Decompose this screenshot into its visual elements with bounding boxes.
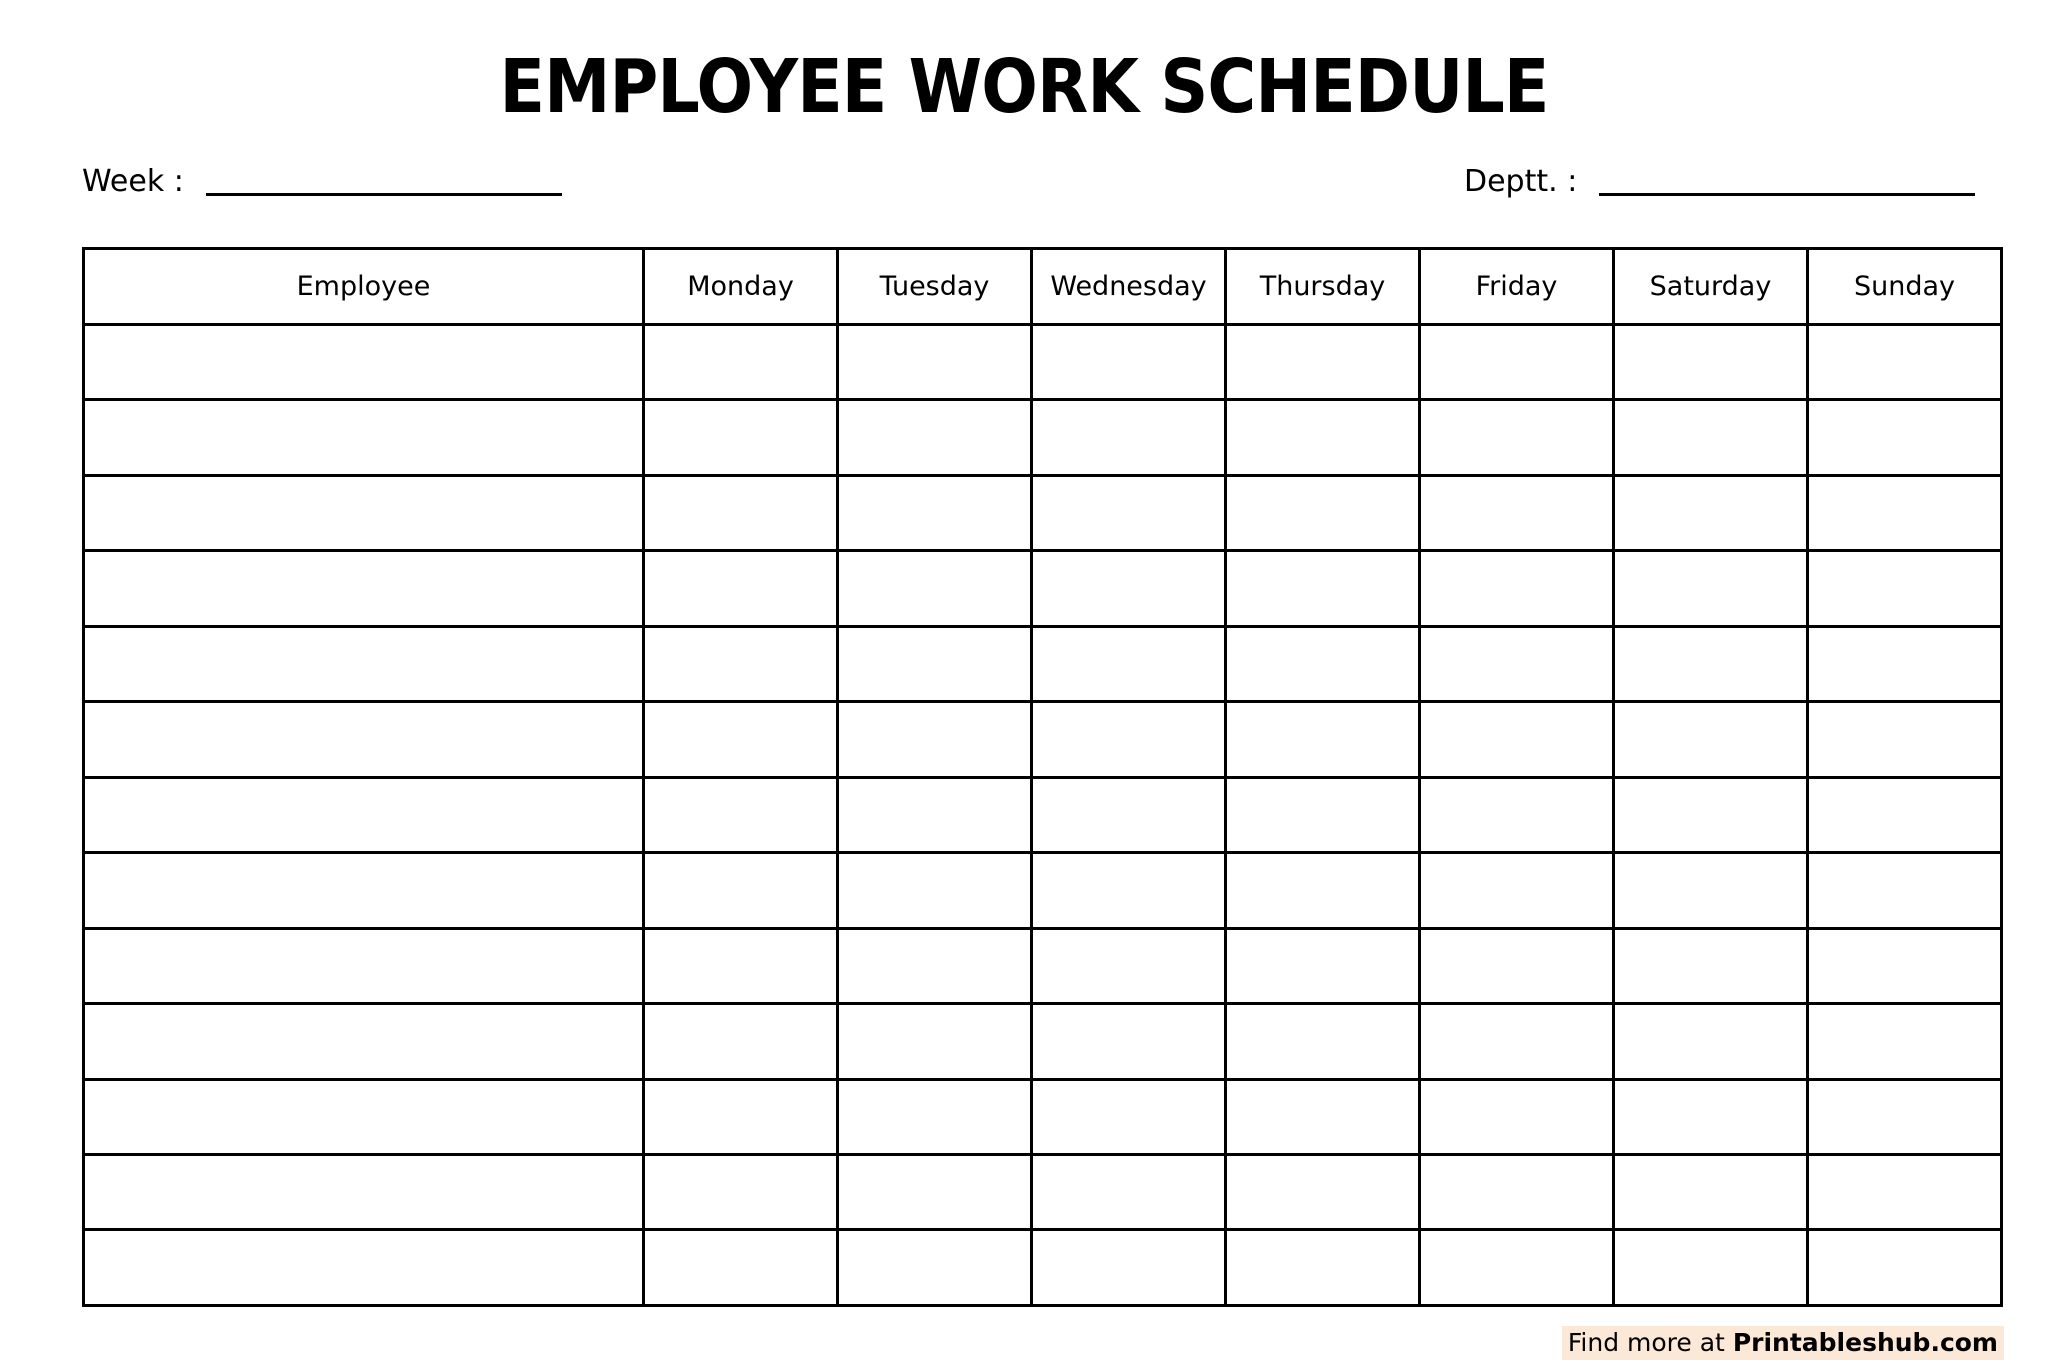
column-header-thursday: Thursday [1226,249,1420,325]
cell-sunday[interactable] [1808,1004,2002,1079]
cell-sunday[interactable] [1808,702,2002,777]
cell-monday[interactable] [644,1154,838,1229]
cell-monday[interactable] [644,551,838,626]
cell-wednesday[interactable] [1032,400,1226,475]
cell-saturday[interactable] [1614,1079,1808,1154]
schedule-table [82,247,2003,1307]
table-row [84,777,2002,852]
dept-label: Deptt. : [1464,164,1578,199]
cell-thursday[interactable] [1226,551,1420,626]
cell-monday[interactable] [644,928,838,1003]
cell-tuesday[interactable] [838,551,1032,626]
column-header-tuesday: Tuesday [838,249,1032,325]
cell-sunday[interactable] [1808,325,2002,400]
cell-friday[interactable] [1420,551,1614,626]
cell-saturday[interactable] [1614,400,1808,475]
cell-tuesday[interactable] [838,1230,1032,1306]
cell-sunday[interactable] [1808,1230,2002,1306]
cell-wednesday[interactable] [1032,475,1226,550]
cell-sunday[interactable] [1808,928,2002,1003]
cell-monday[interactable] [644,400,838,475]
cell-wednesday[interactable] [1032,702,1226,777]
cell-sunday[interactable] [1808,777,2002,852]
footer-credit [1562,1326,2004,1360]
cell-thursday[interactable] [1226,325,1420,400]
table-row [84,928,2002,1003]
cell-monday[interactable] [644,626,838,701]
cell-thursday[interactable] [1226,1154,1420,1229]
cell-saturday[interactable] [1614,551,1808,626]
week-field [82,160,562,200]
cell-employee[interactable] [84,928,644,1003]
cell-thursday[interactable] [1226,475,1420,550]
cell-tuesday[interactable] [838,853,1032,928]
cell-tuesday[interactable] [838,702,1032,777]
cell-monday[interactable] [644,1230,838,1306]
cell-monday[interactable] [644,325,838,400]
cell-wednesday[interactable] [1032,1004,1226,1079]
cell-employee[interactable] [84,1230,644,1306]
cell-thursday[interactable] [1226,626,1420,701]
column-header-employee: Employee [84,249,644,325]
cell-friday[interactable] [1420,928,1614,1003]
cell-saturday[interactable] [1614,928,1808,1003]
cell-sunday[interactable] [1808,551,2002,626]
cell-wednesday[interactable] [1032,1230,1226,1306]
cell-friday[interactable] [1420,1079,1614,1154]
cell-friday[interactable] [1420,1004,1614,1079]
cell-thursday[interactable] [1226,400,1420,475]
footer-prefix: Find more at [1567,1328,1733,1357]
cell-employee[interactable] [84,400,644,475]
cell-wednesday[interactable] [1032,1079,1226,1154]
cell-sunday[interactable] [1808,1079,2002,1154]
week-blank-line[interactable] [206,193,562,196]
cell-monday[interactable] [644,1079,838,1154]
cell-sunday[interactable] [1808,1154,2002,1229]
cell-monday[interactable] [644,475,838,550]
cell-saturday[interactable] [1614,325,1808,400]
cell-tuesday[interactable] [838,475,1032,550]
cell-monday[interactable] [644,1004,838,1079]
table-body [84,325,2002,1306]
cell-friday[interactable] [1420,1230,1614,1306]
cell-employee[interactable] [84,1154,644,1229]
cell-employee[interactable] [84,1079,644,1154]
cell-employee[interactable] [84,475,644,550]
cell-saturday[interactable] [1614,853,1808,928]
cell-monday[interactable] [644,702,838,777]
cell-sunday[interactable] [1808,475,2002,550]
cell-saturday[interactable] [1614,475,1808,550]
column-header-friday: Friday [1420,249,1614,325]
cell-tuesday[interactable] [838,325,1032,400]
cell-employee[interactable] [84,702,644,777]
table-row [84,1004,2002,1079]
cell-friday[interactable] [1420,475,1614,550]
table-row [84,1230,2002,1306]
cell-friday[interactable] [1420,777,1614,852]
cell-saturday[interactable] [1614,626,1808,701]
cell-wednesday[interactable] [1032,928,1226,1003]
cell-saturday[interactable] [1614,1004,1808,1079]
cell-monday[interactable] [644,777,838,852]
column-header-monday: Monday [644,249,838,325]
table-row [84,400,2002,475]
cell-tuesday[interactable] [838,928,1032,1003]
cell-employee[interactable] [84,626,644,701]
cell-employee[interactable] [84,777,644,852]
cell-saturday[interactable] [1614,777,1808,852]
table-row [84,475,2002,550]
cell-wednesday[interactable] [1032,626,1226,701]
table-row [84,1079,2002,1154]
cell-monday[interactable] [644,853,838,928]
cell-wednesday[interactable] [1032,853,1226,928]
cell-friday[interactable] [1420,325,1614,400]
dept-field [1464,160,1975,200]
cell-sunday[interactable] [1808,853,2002,928]
footer-brand-link[interactable]: Printableshub.com [1732,1328,1998,1357]
table-row [84,1154,2002,1229]
cell-thursday[interactable] [1226,1079,1420,1154]
cell-tuesday[interactable] [838,1079,1032,1154]
cell-thursday[interactable] [1226,1230,1420,1306]
cell-thursday[interactable] [1226,1004,1420,1079]
cell-sunday[interactable] [1808,400,2002,475]
cell-tuesday[interactable] [838,400,1032,475]
column-header-saturday: Saturday [1614,249,1808,325]
cell-wednesday[interactable] [1032,325,1226,400]
cell-thursday[interactable] [1226,853,1420,928]
cell-friday[interactable] [1420,400,1614,475]
cell-sunday[interactable] [1808,626,2002,701]
cell-saturday[interactable] [1614,1230,1808,1306]
cell-thursday[interactable] [1226,928,1420,1003]
cell-friday[interactable] [1420,702,1614,777]
page-title: EMPLOYEE WORK SCHEDULE [499,44,1549,130]
cell-friday[interactable] [1420,853,1614,928]
cell-thursday[interactable] [1226,777,1420,852]
cell-tuesday[interactable] [838,626,1032,701]
cell-employee[interactable] [84,1004,644,1079]
table-row [84,702,2002,777]
cell-wednesday[interactable] [1032,1154,1226,1229]
cell-friday[interactable] [1420,626,1614,701]
table-header-row [84,249,2002,325]
cell-thursday[interactable] [1226,702,1420,777]
cell-friday[interactable] [1420,1154,1614,1229]
table-row [84,551,2002,626]
cell-saturday[interactable] [1614,702,1808,777]
table-row [84,626,2002,701]
cell-saturday[interactable] [1614,1154,1808,1229]
week-label: Week : [82,164,184,199]
cell-employee[interactable] [84,551,644,626]
cell-tuesday[interactable] [838,777,1032,852]
dept-blank-line[interactable] [1599,193,1975,196]
cell-wednesday[interactable] [1032,777,1226,852]
column-header-sunday: Sunday [1808,249,2002,325]
cell-tuesday[interactable] [838,1004,1032,1079]
table-row [84,325,2002,400]
cell-employee[interactable] [84,853,644,928]
column-header-wednesday: Wednesday [1032,249,1226,325]
cell-tuesday[interactable] [838,1154,1032,1229]
table-row [84,853,2002,928]
cell-wednesday[interactable] [1032,551,1226,626]
cell-employee[interactable] [84,325,644,400]
